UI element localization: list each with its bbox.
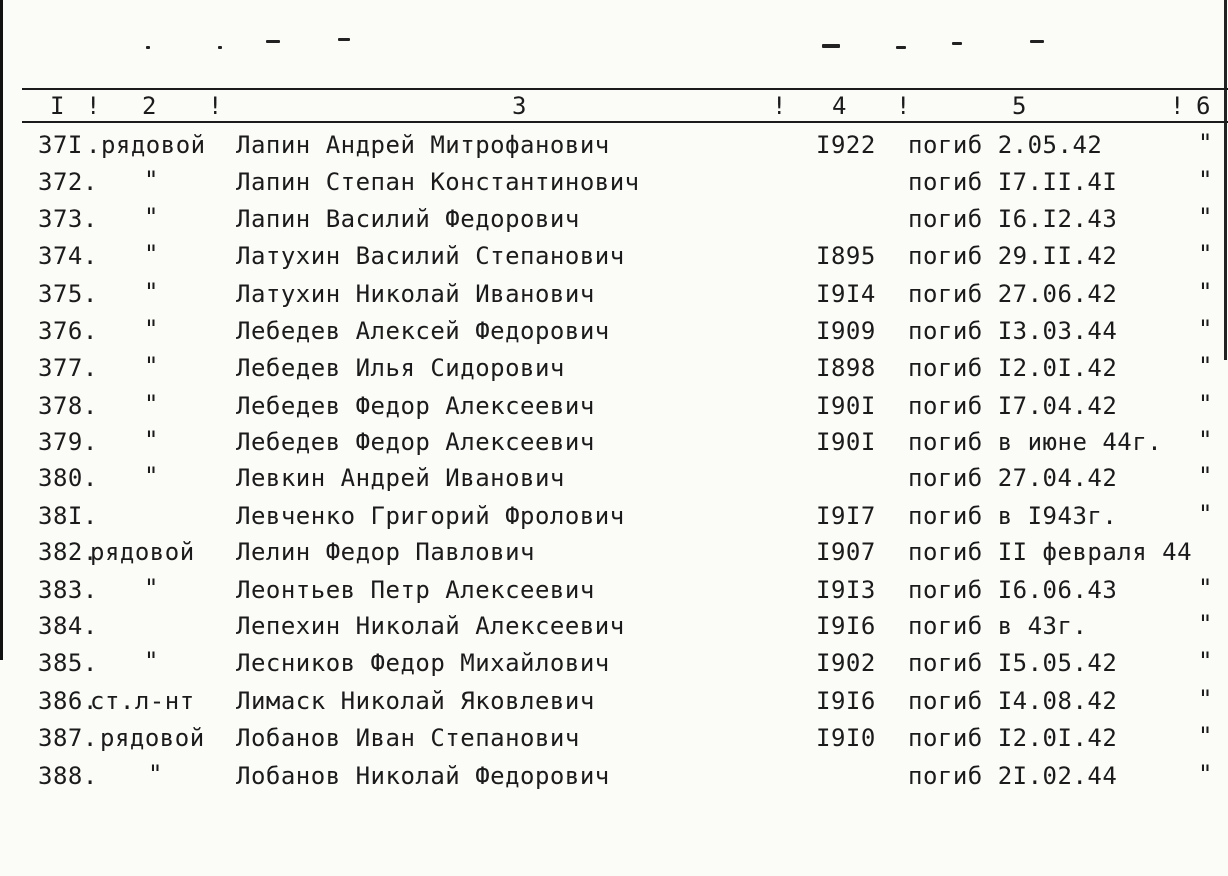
row-name: Левченко Григорий Фролович — [236, 502, 625, 530]
row-ditto: " — [1198, 426, 1213, 454]
row-fate: погиб в I943г. — [908, 502, 1118, 530]
row-number: 388. — [38, 762, 98, 790]
row-name: Латухин Николай Иванович — [236, 280, 595, 308]
row-birth-year: I9I0 — [816, 724, 876, 752]
row-rank: рядовой — [90, 538, 195, 566]
row-fate: погиб в июне 44г. — [908, 428, 1163, 456]
scan-speck — [822, 44, 840, 48]
header-bottom-rule — [22, 121, 1228, 123]
row-rank: " — [144, 240, 159, 268]
row-fate: погиб I6.I2.43 — [908, 205, 1118, 233]
row-birth-year: I895 — [816, 242, 876, 270]
row-ditto: " — [1198, 647, 1213, 675]
row-number: 375. — [38, 280, 98, 308]
row-ditto: " — [1198, 390, 1213, 418]
row-birth-year: I90I — [816, 428, 876, 456]
row-ditto: " — [1198, 610, 1213, 638]
row-fate: погиб I7.04.42 — [908, 392, 1118, 420]
row-name: Лебедев Алексей Федорович — [236, 317, 610, 345]
row-number: 373. — [38, 205, 98, 233]
header-col-3: 3 — [512, 92, 527, 120]
scan-speck — [266, 40, 280, 43]
row-number: 37I — [38, 131, 83, 159]
row-rank: " — [144, 315, 159, 343]
header-col-5: 5 — [1012, 92, 1027, 120]
row-fate: погиб 27.04.42 — [908, 464, 1118, 492]
scan-speck — [338, 38, 350, 41]
row-ditto: " — [1198, 278, 1213, 306]
row-rank: " — [144, 574, 159, 602]
header-separator: ! — [208, 92, 223, 120]
row-rank: " — [144, 278, 159, 306]
row-fate: погиб I5.05.42 — [908, 649, 1118, 677]
row-name: Лелин Федор Павлович — [236, 538, 535, 566]
row-rank: " — [144, 462, 159, 490]
row-birth-year: I9I6 — [816, 612, 876, 640]
row-rank: " — [144, 426, 159, 454]
row-rank: ст.л-нт — [90, 687, 195, 715]
row-number: 377. — [38, 354, 98, 382]
row-number: 385. — [38, 649, 98, 677]
row-rank: " — [148, 760, 163, 788]
row-number: 380. — [38, 464, 98, 492]
row-rank: " — [144, 647, 159, 675]
row-name: Лапин Василий Федорович — [236, 205, 580, 233]
row-fate: погиб I4.08.42 — [908, 687, 1118, 715]
row-fate: погиб II февраля 44 — [908, 538, 1193, 566]
left-page-edge — [0, 0, 3, 660]
row-number: 376. — [38, 317, 98, 345]
row-name: Лобанов Николай Федорович — [236, 762, 610, 790]
row-birth-year: I9I4 — [816, 280, 876, 308]
row-ditto: " — [1198, 722, 1213, 750]
row-number: 382. — [38, 538, 98, 566]
row-ditto: " — [1198, 462, 1213, 490]
row-number: 383. — [38, 576, 98, 604]
row-birth-year: I907 — [816, 538, 876, 566]
row-birth-year: I922 — [816, 131, 876, 159]
row-rank: .рядовой — [86, 131, 206, 159]
row-name: Латухин Василий Степанович — [236, 242, 625, 270]
row-name: Лапин Степан Константинович — [236, 168, 640, 196]
row-fate: погиб 2.05.42 — [908, 131, 1103, 159]
row-ditto: " — [1198, 500, 1213, 528]
row-ditto: " — [1198, 166, 1213, 194]
row-name: Лимаск Николай Яковлевич — [236, 687, 595, 715]
row-fate: погиб в 43г. — [908, 612, 1088, 640]
header-top-rule — [22, 88, 1228, 90]
row-birth-year: I909 — [816, 317, 876, 345]
right-page-edge — [1224, 0, 1227, 360]
row-ditto: " — [1198, 129, 1213, 157]
row-ditto: " — [1198, 760, 1213, 788]
scan-speck — [1030, 40, 1044, 43]
row-name: Лепехин Николай Алексеевич — [236, 612, 625, 640]
row-birth-year: I902 — [816, 649, 876, 677]
row-number: 372. — [38, 168, 98, 196]
row-number: 384. — [38, 612, 98, 640]
scan-speck — [146, 46, 150, 49]
row-ditto: " — [1198, 352, 1213, 380]
row-fate: погиб 29.II.42 — [908, 242, 1118, 270]
row-name: Лебедев Илья Сидорович — [236, 354, 565, 382]
row-fate: погиб I6.06.43 — [908, 576, 1118, 604]
row-birth-year: I9I6 — [816, 687, 876, 715]
header-col-1: I — [50, 92, 65, 120]
row-number: 378. — [38, 392, 98, 420]
row-rank: " — [144, 166, 159, 194]
row-name: Лебедев Федор Алексеевич — [236, 392, 595, 420]
row-birth-year: I90I — [816, 392, 876, 420]
header-col-2: 2 — [142, 92, 157, 120]
row-name: Левкин Андрей Иванович — [236, 464, 565, 492]
header-separator: ! — [772, 92, 787, 120]
row-rank: " — [144, 352, 159, 380]
row-name: Лесников Федор Михайлович — [236, 649, 610, 677]
row-fate: погиб I7.II.4I — [908, 168, 1118, 196]
row-number: 38I. — [38, 502, 98, 530]
header-col-6: 6 — [1196, 92, 1211, 120]
row-rank: " — [144, 390, 159, 418]
row-rank: " — [144, 203, 159, 231]
scan-speck — [896, 46, 906, 49]
row-fate: погиб 2I.02.44 — [908, 762, 1118, 790]
row-fate: погиб I2.0I.42 — [908, 724, 1118, 752]
row-number: 379. — [38, 428, 98, 456]
header-separator: ! — [86, 92, 101, 120]
row-name: Лапин Андрей Митрофанович — [236, 131, 610, 159]
row-rank: рядовой — [100, 724, 205, 752]
scan-speck — [952, 42, 962, 45]
scan-speck — [218, 46, 222, 49]
header-separator: ! — [896, 92, 911, 120]
row-name: Лобанов Иван Степанович — [236, 724, 580, 752]
row-birth-year: I898 — [816, 354, 876, 382]
row-ditto: " — [1198, 574, 1213, 602]
row-birth-year: I9I7 — [816, 502, 876, 530]
row-fate: погиб I3.03.44 — [908, 317, 1118, 345]
row-number: 386. — [38, 687, 98, 715]
row-number: 387. — [38, 724, 98, 752]
row-ditto: " — [1198, 315, 1213, 343]
row-fate: погиб 27.06.42 — [908, 280, 1118, 308]
row-name: Лебедев Федор Алексеевич — [236, 428, 595, 456]
row-ditto: " — [1198, 685, 1213, 713]
row-birth-year: I9I3 — [816, 576, 876, 604]
row-ditto: " — [1198, 203, 1213, 231]
header-separator: ! — [1170, 92, 1185, 120]
row-number: 374. — [38, 242, 98, 270]
row-ditto: " — [1198, 240, 1213, 268]
header-col-4: 4 — [832, 92, 847, 120]
row-name: Леонтьев Петр Алексеевич — [236, 576, 595, 604]
row-fate: погиб I2.0I.42 — [908, 354, 1118, 382]
